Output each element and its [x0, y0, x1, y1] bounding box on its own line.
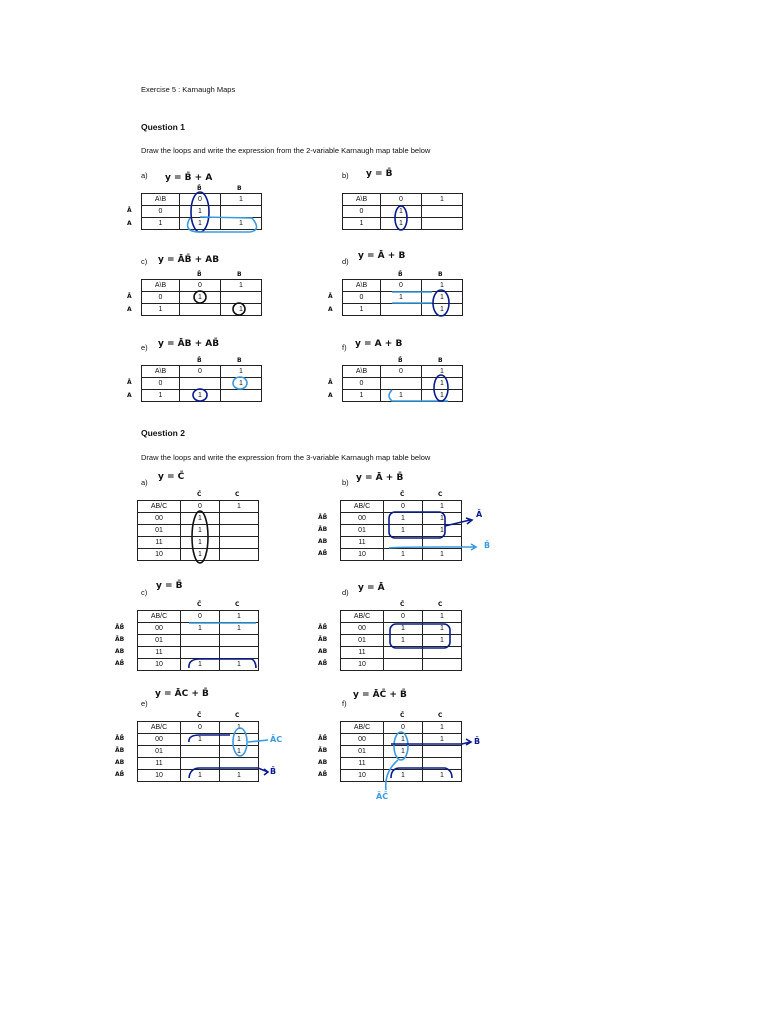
- map-label: c): [141, 588, 148, 597]
- column-header: 0: [181, 611, 220, 623]
- map-row: [341, 537, 462, 549]
- map-cell: 1: [381, 218, 422, 230]
- map-cell: 1: [423, 734, 462, 746]
- column-margin-label-not: B̄: [197, 185, 202, 192]
- row-header: 1: [142, 304, 180, 316]
- column-margin-label: C: [235, 712, 240, 719]
- annotation-b-top: Ā: [476, 510, 483, 519]
- map-row: [341, 746, 462, 758]
- map-cell: [220, 758, 259, 770]
- map-row: [138, 525, 259, 537]
- row-header: 00: [138, 734, 181, 746]
- column-header: 1: [423, 722, 462, 734]
- column-header: 0: [381, 280, 422, 292]
- map-row: [138, 734, 259, 746]
- map-cell: 1: [422, 292, 463, 304]
- handwritten-expression: y = Ā + B̄: [356, 473, 404, 483]
- column-header: 0: [381, 194, 422, 206]
- map-row: [341, 635, 462, 647]
- row-margin-label: ĀB: [115, 636, 125, 643]
- corner-cell: A\B: [343, 280, 381, 292]
- map-row: [341, 734, 462, 746]
- map-label: e): [141, 699, 148, 708]
- map-row: [138, 770, 259, 782]
- map-label: b): [342, 171, 349, 180]
- column-header: 1: [423, 501, 462, 513]
- row-header: 11: [138, 758, 181, 770]
- page-title: Exercise 5 : Karnaugh Maps: [141, 85, 236, 94]
- row-margin-label: ĀB̄: [318, 735, 328, 742]
- annotation-e-bottom: B̄: [270, 767, 277, 776]
- column-header: 1: [220, 501, 259, 513]
- map-cell: [220, 549, 259, 561]
- map-cell: 1: [181, 525, 220, 537]
- column-header: 0: [180, 366, 221, 378]
- row-margin-label-not: Ā: [127, 293, 132, 300]
- map-row: [343, 218, 463, 230]
- map-row: [343, 206, 463, 218]
- column-header: 0: [180, 194, 221, 206]
- map-cell: 1: [221, 304, 262, 316]
- corner-cell: AB/C: [341, 722, 384, 734]
- row-header: 10: [138, 770, 181, 782]
- map-row: [341, 623, 462, 635]
- column-margin-label-not: B̄: [197, 357, 202, 364]
- column-margin-label-not: B̄: [197, 271, 202, 278]
- map-cell: 1: [181, 770, 220, 782]
- column-margin-label-not: C̄: [197, 712, 202, 719]
- corner-cell: AB/C: [138, 611, 181, 623]
- handwritten-expression: y = ĀB̄ + AB: [158, 255, 220, 265]
- map-cell: 1: [180, 292, 221, 304]
- row-header: 00: [341, 734, 384, 746]
- map-cell: [220, 537, 259, 549]
- corner-cell: A\B: [142, 280, 180, 292]
- column-margin-label: B: [237, 185, 242, 192]
- handwritten-expression: y = ĀC + B̄: [155, 689, 209, 699]
- row-margin-label: AB̄: [115, 771, 125, 778]
- map-cell: [384, 537, 423, 549]
- row-header: 00: [341, 513, 384, 525]
- map-cell: [384, 647, 423, 659]
- map-row: [138, 647, 259, 659]
- map-cell: 1: [423, 525, 462, 537]
- column-header: 0: [384, 611, 423, 623]
- map-row: [343, 378, 463, 390]
- q1-map-5-table: [342, 365, 463, 402]
- map-cell: [381, 304, 422, 316]
- map-row: [138, 549, 259, 561]
- map-cell: [220, 525, 259, 537]
- map-row: [142, 292, 262, 304]
- question-2-instruction: Draw the loops and write the expression from the 3-variable Karnaugh map table below: [141, 453, 431, 462]
- row-header: 10: [138, 549, 181, 561]
- map-row: [142, 378, 262, 390]
- row-margin-label-not: Ā: [328, 379, 333, 386]
- row-header: 10: [138, 659, 181, 671]
- map-cell: [384, 659, 423, 671]
- row-header: 01: [138, 635, 181, 647]
- column-header: 1: [422, 280, 463, 292]
- q2-map-2-table: [137, 610, 259, 671]
- map-cell: [180, 378, 221, 390]
- column-margin-label-not: C̄: [400, 601, 405, 608]
- map-label: f): [342, 699, 347, 708]
- map-row: [138, 623, 259, 635]
- map-row: [343, 292, 463, 304]
- handwritten-expression: y = Ā + B: [358, 251, 406, 261]
- row-margin-label: AB̄: [318, 771, 328, 778]
- map-cell: 1: [384, 635, 423, 647]
- row-header: 00: [138, 623, 181, 635]
- map-cell: [220, 647, 259, 659]
- map-cell: 1: [423, 623, 462, 635]
- map-cell: 1: [384, 746, 423, 758]
- map-cell: 1: [423, 549, 462, 561]
- map-cell: [423, 659, 462, 671]
- row-margin-label: AB: [318, 648, 328, 655]
- annotation-e-top: ĀC: [270, 735, 283, 744]
- row-header: 1: [343, 390, 381, 402]
- map-row: [341, 549, 462, 561]
- map-row: [341, 525, 462, 537]
- map-cell: 1: [422, 390, 463, 402]
- question-2-heading: Question 2: [141, 428, 185, 438]
- map-label: d): [342, 588, 349, 597]
- map-row: [138, 758, 259, 770]
- map-cell: 1: [381, 292, 422, 304]
- handwritten-expression: y = C̄: [158, 472, 185, 482]
- map-label: f): [342, 343, 347, 352]
- handwritten-expression: y = A + B: [355, 339, 403, 349]
- column-margin-label: C: [438, 601, 443, 608]
- row-header: 1: [343, 304, 381, 316]
- row-margin-label-not: Ā: [127, 207, 132, 214]
- q1-map-1-table: [342, 193, 463, 230]
- row-margin-label-not: Ā: [328, 293, 333, 300]
- map-cell: [381, 378, 422, 390]
- row-margin-label-not: Ā: [127, 379, 132, 386]
- q2-map-1-table: [340, 500, 462, 561]
- map-cell: 1: [181, 734, 220, 746]
- row-header: 0: [343, 206, 381, 218]
- row-margin-label: A: [127, 306, 132, 313]
- column-header: 1: [220, 722, 259, 734]
- q2-map-0-table: [137, 500, 259, 561]
- row-header: 11: [138, 647, 181, 659]
- map-row: [138, 659, 259, 671]
- column-margin-label-not: C̄: [400, 712, 405, 719]
- row-header: 0: [343, 292, 381, 304]
- map-cell: 1: [221, 378, 262, 390]
- handwritten-expression: y = B̄: [366, 169, 393, 179]
- map-cell: [221, 292, 262, 304]
- row-margin-label: AB̄: [318, 660, 328, 667]
- map-label: e): [141, 343, 148, 352]
- map-cell: [181, 746, 220, 758]
- row-header: 01: [138, 746, 181, 758]
- row-margin-label: AB: [115, 648, 125, 655]
- map-cell: [423, 647, 462, 659]
- q1-map-4-table: [141, 365, 262, 402]
- row-margin-label: A: [127, 220, 132, 227]
- row-header: 0: [142, 378, 180, 390]
- map-cell: 1: [180, 206, 221, 218]
- map-row: [138, 513, 259, 525]
- map-cell: 1: [384, 770, 423, 782]
- row-margin-label: A: [328, 392, 333, 399]
- map-row: [142, 390, 262, 402]
- map-cell: [181, 635, 220, 647]
- row-header: 01: [138, 525, 181, 537]
- map-cell: [384, 758, 423, 770]
- row-header: 1: [142, 390, 180, 402]
- column-header: 0: [384, 501, 423, 513]
- map-row: [341, 513, 462, 525]
- column-margin-label: B: [237, 357, 242, 364]
- map-cell: 1: [181, 513, 220, 525]
- row-header: 10: [341, 770, 384, 782]
- question-1-heading: Question 1: [141, 122, 185, 132]
- corner-cell: A\B: [142, 194, 180, 206]
- map-label: c): [141, 257, 148, 266]
- row-header: 11: [341, 758, 384, 770]
- map-cell: 1: [384, 549, 423, 561]
- q1-map-0-table: [141, 193, 262, 230]
- handwritten-expression: y = B̄: [156, 581, 183, 591]
- column-header: 1: [422, 366, 463, 378]
- corner-cell: A\B: [142, 366, 180, 378]
- row-margin-label: ĀB̄: [115, 735, 125, 742]
- map-cell: [221, 206, 262, 218]
- map-row: [341, 647, 462, 659]
- map-cell: 1: [221, 218, 262, 230]
- row-header: 11: [138, 537, 181, 549]
- map-cell: 1: [180, 390, 221, 402]
- map-cell: 1: [384, 734, 423, 746]
- row-header: 00: [341, 623, 384, 635]
- handwritten-expression: y = ĀC̄ + B̄: [353, 690, 407, 700]
- row-header: 10: [341, 659, 384, 671]
- map-cell: 1: [384, 623, 423, 635]
- row-header: 01: [341, 635, 384, 647]
- map-label: b): [342, 478, 349, 487]
- handwritten-expression: y = B̄ + A: [165, 173, 213, 183]
- column-margin-label-not: C̄: [197, 601, 202, 608]
- map-row: [138, 537, 259, 549]
- column-margin-label: C: [235, 601, 240, 608]
- map-cell: [220, 635, 259, 647]
- map-row: [142, 218, 262, 230]
- map-cell: 1: [181, 659, 220, 671]
- map-cell: [221, 390, 262, 402]
- map-cell: 1: [220, 623, 259, 635]
- handwritten-expression: y = Ā: [358, 583, 385, 593]
- map-cell: [181, 647, 220, 659]
- row-margin-label: AB̄: [318, 550, 328, 557]
- row-margin-label: ĀB: [318, 747, 328, 754]
- row-margin-label: AB: [318, 759, 328, 766]
- map-row: [138, 746, 259, 758]
- annotation-b-bottom: B̄: [484, 541, 491, 550]
- map-cell: 1: [381, 390, 422, 402]
- map-cell: 1: [220, 770, 259, 782]
- map-cell: 1: [423, 770, 462, 782]
- corner-cell: A\B: [343, 194, 381, 206]
- column-margin-label-not: C̄: [400, 491, 405, 498]
- map-row: [138, 635, 259, 647]
- q1-map-3-table: [342, 279, 463, 316]
- corner-cell: AB/C: [138, 722, 181, 734]
- column-header: 1: [221, 194, 262, 206]
- map-cell: 1: [384, 513, 423, 525]
- column-margin-label-not: B̄: [398, 271, 403, 278]
- q2-map-5-table: [340, 721, 462, 782]
- column-header: 0: [181, 722, 220, 734]
- map-cell: 1: [423, 635, 462, 647]
- map-cell: 1: [220, 659, 259, 671]
- column-header: 1: [422, 194, 463, 206]
- column-header: 1: [221, 366, 262, 378]
- column-header: 0: [181, 501, 220, 513]
- corner-cell: AB/C: [138, 501, 181, 513]
- q2-map-4-table: [137, 721, 259, 782]
- row-header: 0: [142, 292, 180, 304]
- row-header: 01: [341, 525, 384, 537]
- map-cell: [422, 218, 463, 230]
- row-header: 01: [341, 746, 384, 758]
- map-cell: 1: [181, 537, 220, 549]
- map-label: d): [342, 257, 349, 266]
- row-header: 00: [138, 513, 181, 525]
- row-margin-label: ĀB: [115, 747, 125, 754]
- map-row: [341, 758, 462, 770]
- map-row: [142, 304, 262, 316]
- map-row: [343, 390, 463, 402]
- map-row: [341, 659, 462, 671]
- handwritten-expression: y = ĀB + AB̄: [158, 339, 220, 349]
- corner-cell: AB/C: [341, 501, 384, 513]
- row-margin-label: AB: [318, 538, 328, 545]
- map-cell: 1: [181, 623, 220, 635]
- column-header: 0: [381, 366, 422, 378]
- column-margin-label: B: [438, 271, 443, 278]
- map-cell: [423, 746, 462, 758]
- map-cell: 1: [220, 746, 259, 758]
- row-header: 0: [343, 378, 381, 390]
- row-margin-label: A: [127, 392, 132, 399]
- map-cell: 1: [220, 734, 259, 746]
- corner-cell: AB/C: [341, 611, 384, 623]
- column-header: 1: [221, 280, 262, 292]
- q1-map-2-table: [141, 279, 262, 316]
- map-cell: [181, 758, 220, 770]
- row-header: 11: [341, 647, 384, 659]
- map-cell: 1: [422, 378, 463, 390]
- map-row: [343, 304, 463, 316]
- row-margin-label: A: [328, 306, 333, 313]
- map-row: [341, 770, 462, 782]
- row-margin-label: ĀB̄: [318, 624, 328, 631]
- row-margin-label: ĀB̄: [115, 624, 125, 631]
- corner-cell: A\B: [343, 366, 381, 378]
- map-cell: [423, 758, 462, 770]
- row-margin-label: ĀB̄: [318, 514, 328, 521]
- row-margin-label: ĀB: [318, 526, 328, 533]
- map-cell: [220, 513, 259, 525]
- column-header: 1: [220, 611, 259, 623]
- map-cell: [422, 206, 463, 218]
- map-cell: 1: [181, 549, 220, 561]
- column-margin-label: C: [235, 491, 240, 498]
- row-header: 0: [142, 206, 180, 218]
- q2-map-3-table: [340, 610, 462, 671]
- row-header: 1: [343, 218, 381, 230]
- question-1-instruction: Draw the loops and write the expression from the 2-variable Karnaugh map table below: [141, 146, 431, 155]
- map-cell: 1: [423, 513, 462, 525]
- map-cell: [180, 304, 221, 316]
- row-margin-label: AB̄: [115, 660, 125, 667]
- column-margin-label: C: [438, 712, 443, 719]
- column-margin-label: B: [237, 271, 242, 278]
- column-margin-label: B: [438, 357, 443, 364]
- map-label: a): [141, 478, 148, 487]
- row-header: 1: [142, 218, 180, 230]
- column-header: 1: [423, 611, 462, 623]
- row-header: 10: [341, 549, 384, 561]
- row-margin-label: AB: [115, 759, 125, 766]
- column-header: 0: [180, 280, 221, 292]
- map-label: a): [141, 171, 148, 180]
- column-header: 0: [384, 722, 423, 734]
- row-header: 11: [341, 537, 384, 549]
- map-cell: 1: [180, 218, 221, 230]
- annotation-f-bottom: ĀC̄: [376, 792, 389, 801]
- column-margin-label: C: [438, 491, 443, 498]
- column-margin-label-not: B̄: [398, 357, 403, 364]
- map-cell: 1: [422, 304, 463, 316]
- map-cell: [423, 537, 462, 549]
- map-cell: 1: [384, 525, 423, 537]
- annotation-f-right: B̄: [474, 737, 481, 746]
- map-row: [142, 206, 262, 218]
- column-margin-label-not: C̄: [197, 491, 202, 498]
- row-margin-label: ĀB: [318, 636, 328, 643]
- map-cell: 1: [381, 206, 422, 218]
